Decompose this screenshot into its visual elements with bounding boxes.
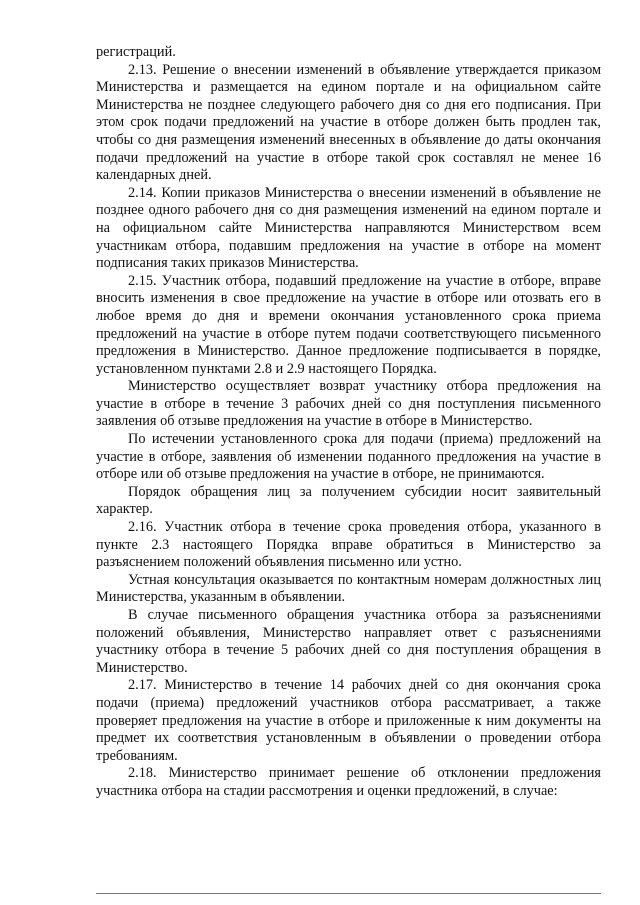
paragraph-2-15: 2.15. Участник отбора, подавший предложение на участие в отборе, вправе вносить изменения в свое предложение на участие в отборе или отозвать его в любое время до дня и времени окончания установленного срока приема предложений на участие в отборе путем подачи соответствующего письменного предложения в Министерство. Данное предложение подписывается в порядке, установленном пунктами 2.8 и 2.9 настоящего Порядка. <box>96 272 601 377</box>
paragraph-deadline: По истечении установленного срока для подачи (приема) предложений на участие в отборе, заявления об изменении поданного предложения на участие в отборе или об отзыве предложения на участие в отборе, не принимаются. <box>96 431 601 483</box>
paragraph-oral-consultation: Устная консультация оказывается по контактным номерам должностных лиц Министерства, указанным в объявлении. <box>96 571 601 606</box>
paragraph-2-13: 2.13. Решение о внесении изменений в объявление утверждается приказом Министерства и размещается на едином портале и на официальном сайте Министерства не позднее следующего рабочего дня со дня его подписания. При этом срок подачи предложений на участие в отборе должен быть продлен так, чтобы со дня размещения изменений внесенных в объявление до даты окончания подачи предложений на участие в отборе такой срок составлял не менее 16 календарных дней. <box>96 61 601 184</box>
paragraph-procedure: Порядок обращения лиц за получением субсидии носит заявительный характер. <box>96 483 601 518</box>
page-bottom-rule <box>96 893 601 894</box>
paragraph-2-17: 2.17. Министерство в течение 14 рабочих дней со дня окончания срока подачи (приема) предложений участников отбора рассматривает, а также проверяет предложения на участие в отборе и приложенные к ним документы на предмет их соответствия установленным в объявлении о проведении отбора требованиям. <box>96 677 601 764</box>
paragraph-2-16: 2.16. Участник отбора в течение срока проведения отбора, указанного в пункте 2.3 настоящего Порядка вправе обратиться в Министерство за разъяснением положений объявления письменно или устно. <box>96 519 601 571</box>
paragraph-return: Министерство осуществляет возврат участнику отбора предложения на участие в отборе в течение 3 рабочих дней со дня поступления письменного заявления об отзыве предложения на участие в отборе в Министерство. <box>96 378 601 430</box>
document-body <box>96 44 601 801</box>
paragraph-2-14: 2.14. Копии приказов Министерства о внесении изменений в объявление не позднее одного рабочего дня со дня размещения изменений на едином портале и на официальном сайте Министерства направляются Министерством всем участникам отбора, подавшим предложения на участие в отборе на момент подписания таких приказов Министерства. <box>96 184 601 272</box>
paragraph-continuation: регистраций. <box>96 44 176 60</box>
paragraph-written-request: В случае письменного обращения участника отбора за разъяснениями положений объявления, Министерство направляет ответ с разъяснениями участнику отбора в течение 5 рабочих дней со дня поступления обращения в Министерство. <box>96 607 601 676</box>
paragraph-2-18: 2.18. Министерство принимает решение об отклонении предложения участника отбора на стадии рассмотрения и оценки предложений, в случае: <box>96 765 601 799</box>
